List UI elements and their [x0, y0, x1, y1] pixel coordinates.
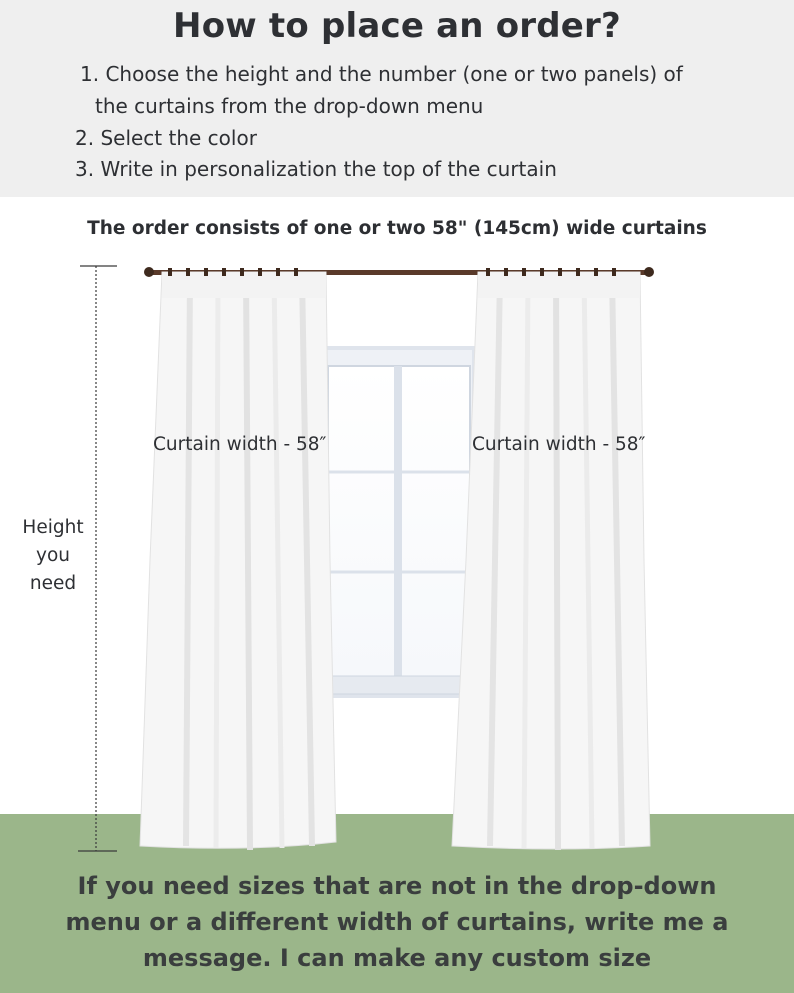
step-1-line-1: 1. Choose the height and the number (one or two panels) of: [80, 62, 683, 86]
step-2: 2. Select the color: [75, 126, 257, 150]
footer-line-3: message. I can make any custom size: [142, 944, 652, 972]
height-label-line-2: you: [36, 545, 70, 566]
page-title: How to place an order?: [173, 6, 621, 46]
footer-line-2: menu or a different width of curtains, write me a: [65, 908, 729, 936]
height-label-line-1: Height: [22, 517, 84, 538]
order-summary: The order consists of one or two 58" (145cm) wide curtains: [87, 218, 707, 239]
right-curtain: [452, 268, 650, 850]
height-label-line-3: need: [29, 573, 77, 594]
step-3: 3. Write in personalization the top of the curtain: [75, 157, 557, 181]
footer-line-1: If you need sizes that are not in the drop-down: [77, 872, 717, 900]
left-curtain: [140, 268, 336, 850]
window: [318, 346, 476, 698]
right-curtain-width-label: Curtain width - 58″: [472, 434, 646, 455]
custom-size-message: [0, 868, 794, 976]
step-1-line-2: the curtains from the drop-down menu: [95, 94, 484, 118]
left-curtain-width-label: Curtain width - 58″: [153, 434, 327, 455]
height-label: [12, 514, 94, 598]
